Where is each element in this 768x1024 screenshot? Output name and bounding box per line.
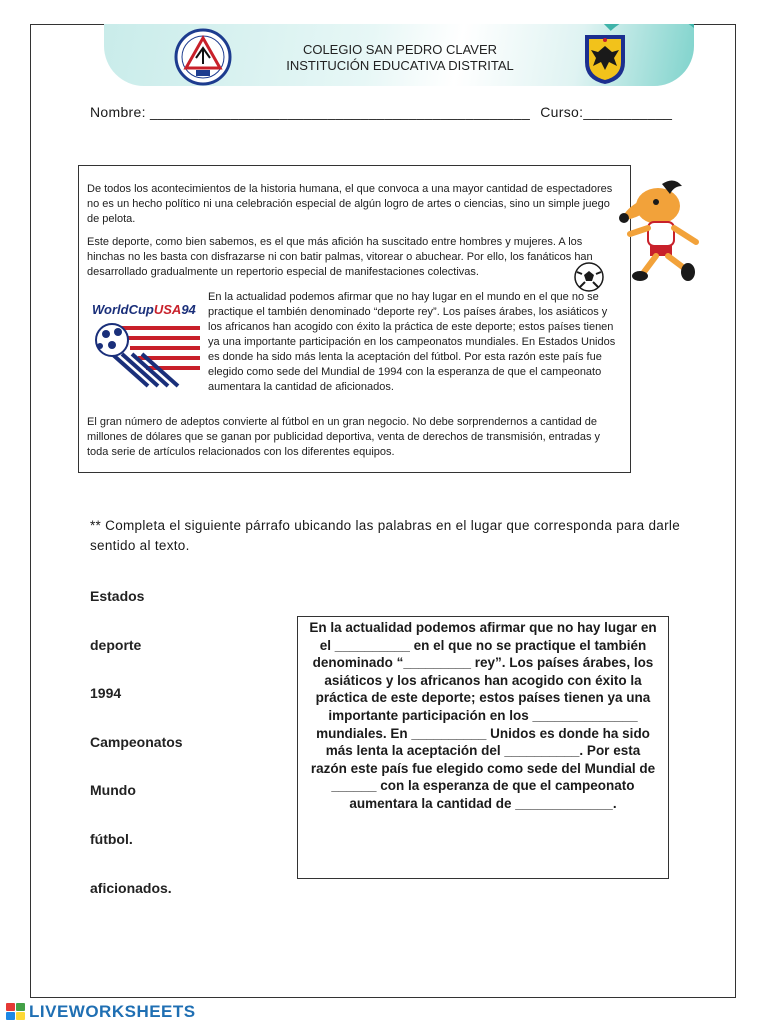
world-cup-emblem-icon [90, 318, 202, 388]
word-bank-item[interactable]: Campeonatos [90, 734, 183, 750]
fill-in-paragraph-text: En la actualidad podemos afirmar que no hay lugar en el __________ en el que no se practique el también denominado “_________ rey”. Los países árabes, los asiáticos y los africanos han acogido con éxito la práctica de este deporte; estos países tienen ya una importante participación en los ______________ mundiales. En __________ Unidos es donde ha sido más lenta la aceptación del __________. Por esta razón este país fue elegido como sede del Mundial de ______ con la esperanza de que el campeonato aumentara la cantidad de _____________. [309, 620, 657, 811]
word-bank-item[interactable]: aficionados. [90, 880, 172, 896]
word-bank-item[interactable]: deporte [90, 637, 142, 653]
soccer-ball-icon [572, 262, 606, 292]
city-shield-icon [582, 32, 628, 86]
school-crest-icon [174, 28, 232, 86]
world-cup-logo-text [92, 302, 196, 317]
fill-in-paragraph-box [297, 616, 669, 879]
world-cup-logo [90, 300, 202, 388]
reading-paragraph-2: Este deporte, como bien sabemos, es el que más afición ha suscitado entre hombres y mujeres. A los hinchas no les basta con disfrazarse ni con batir palmas, vitorear o abuchear. Por ello, los fanáticos han desarrollado gradualmente un repertorio especial de manifestaciones colectivas. [87, 236, 593, 278]
reading-paragraph-4: El gran número de adeptos convierte al fútbol en un gran negocio. No debe sorprendernos a cantidad de millones de dólares que se ganan por publicidad deportiva, venta de derechos de transmisión, entradas y toda serie de artículos relacionados con los diferentes equipos. [87, 416, 601, 458]
name-course-row [90, 104, 672, 120]
school-name-line1: COLEGIO SAN PEDRO CLAVER [302, 42, 498, 57]
liveworksheets-logo[interactable] [6, 1002, 196, 1022]
instruction-text: ** Completa el siguiente párrafo ubicando las palabras en el lugar que corresponda para darle sentido al texto. [90, 518, 681, 553]
school-name-line2: INSTITUCIÓN EDUCATIVA DISTRITAL [286, 58, 514, 73]
logo-text-worldcup: WorldCup [92, 302, 154, 317]
word-bank-item[interactable]: fútbol. [90, 831, 133, 847]
logo-text-usa: USA [153, 302, 182, 317]
name-input-line[interactable]: _______________________________________________ [150, 104, 531, 120]
soccer-mascot-icon [604, 176, 708, 292]
liveworksheets-brand-text: LIVEWORKSHEETS [29, 1002, 196, 1021]
reading-paragraph-3: En la actualidad podemos afirmar que no hay lugar en el mundo en el que no se practique el también denominado “deporte rey”. Los países árabes, los asiáticos y los africanos han acogido con éxito la práctica de este deporte; estos países tienen ya una importante participación en los campeonatos mundiales. En Estados Unidos es donde ha sido más lenta la aceptación del fútbol. Por esta razón este país fue elegido como sede del Mundial de 1994 con la esperanza de que el campeonato aumentara la cantidad de aficionados. [208, 291, 616, 393]
reading-paragraph-1: De todos los acontecimientos de la historia humana, el que convoca a una mayor cantidad de espectadores no es un hecho político ni una celebración especial de algún logro de artes o ciencias, sino un simple juego de pelota. [87, 183, 613, 225]
logo-text-94: 94 [181, 302, 196, 317]
word-bank-item[interactable]: 1994 [90, 685, 122, 701]
course-label: Curso: [540, 104, 584, 120]
word-bank-item[interactable]: Estados [90, 588, 145, 604]
course-input-line[interactable]: ___________ [583, 104, 673, 120]
liveworksheets-icon [6, 1003, 26, 1021]
school-name [270, 42, 530, 74]
name-label: Nombre: [90, 104, 146, 120]
word-bank-item[interactable]: Mundo [90, 782, 136, 798]
